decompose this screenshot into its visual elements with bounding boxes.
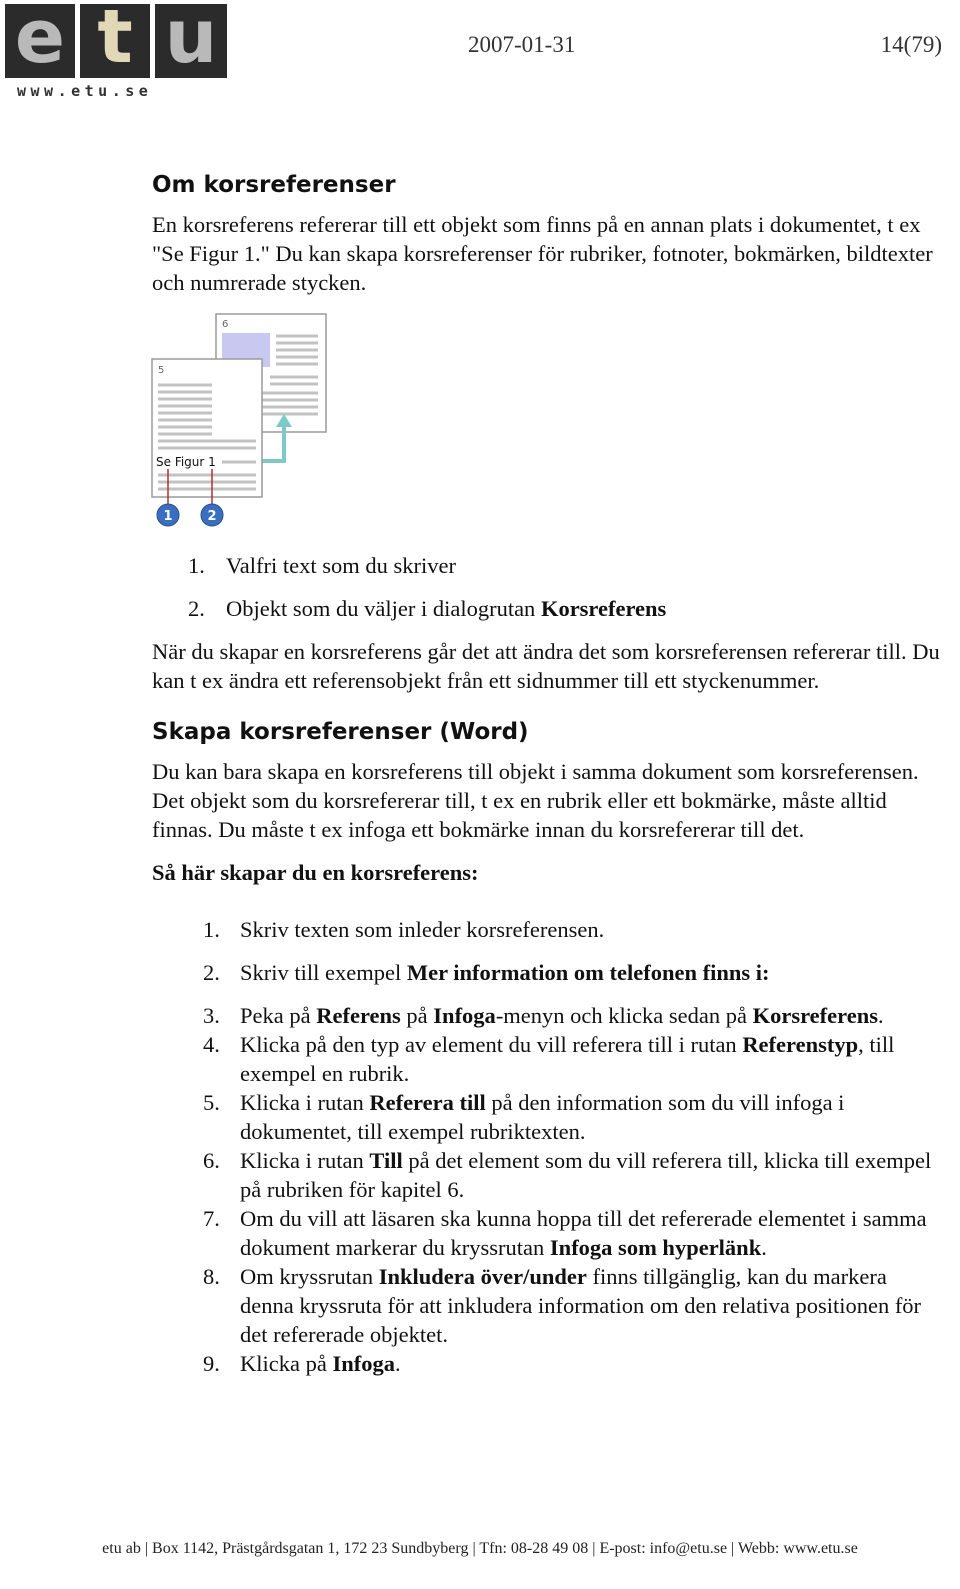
list-item: 7. Om du vill att läsaren ska kunna hoppa till det refererade elementet i samma dokument markerar du kryssrutan Infoga som hyperlänk. bbox=[203, 1206, 927, 1260]
list-item: 1. Skriv texten som inleder korsreferensen. bbox=[203, 917, 605, 942]
list-item: 2. Objekt som du väljer i dialogrutan Korsreferens bbox=[188, 596, 667, 621]
page-footer: etu ab | Box 1142, Prästgårdsgatan 1, 172 23 Sundbyberg | Tfn: 08-28 49 08 | E-post: info@etu.se | Webb: www.etu.se bbox=[102, 1540, 858, 1557]
front-page-number: 5 bbox=[158, 365, 165, 376]
cross-reference-diagram bbox=[150, 311, 350, 529]
callout-1: 1 bbox=[163, 509, 173, 524]
figure-legend-list bbox=[152, 551, 942, 623]
logo-letter-u: u bbox=[155, 4, 227, 78]
logo-letter-t: t bbox=[80, 4, 150, 78]
section-heading-om-korsreferenser: Om korsreferenser bbox=[152, 172, 396, 198]
steps-list bbox=[152, 915, 942, 1378]
cross-reference-illustration bbox=[150, 311, 350, 529]
how-to-subheading: Så här skapar du en korsreferens: bbox=[152, 860, 479, 885]
logo-url: www.etu.se bbox=[17, 82, 153, 100]
front-reference-label: Se Figur 1 bbox=[156, 455, 216, 469]
list-item: 8. Om kryssrutan Inkludera över/under finns tillgänglig, kan du markera denna kryssruta för att inkludera information om den relativa positionen för det refererade objektet. bbox=[203, 1264, 922, 1347]
list-item: 9. Klicka på Infoga. bbox=[203, 1351, 401, 1376]
list-item: 2. Skriv till exempel Mer information om telefonen finns i: bbox=[203, 960, 770, 985]
list-item: 3. Peka på Referens på Infoga-menyn och klicka sedan på Korsreferens. bbox=[203, 1003, 884, 1028]
edit-paragraph: När du skapar en korsreferens går det att ändra det som korsreferensen refererar till. Du kan t ex ändra ett referensobjekt från ett sidnummer till ett styckenummer. bbox=[152, 639, 940, 693]
list-item: 4. Klicka på den typ av element du vill referera till i rutan Referenstyp, till exempel en rubrik. bbox=[203, 1032, 895, 1086]
list-item: 5. Klicka i rutan Referera till på den information som du vill infoga i dokumentet, till exempel rubriktexten. bbox=[203, 1090, 845, 1144]
list-item: 1. Valfri text som du skriver bbox=[188, 553, 456, 578]
header-date: 2007-01-31 bbox=[468, 32, 576, 57]
etu-logo bbox=[5, 0, 229, 100]
header-page-number: 14(79) bbox=[880, 32, 942, 57]
back-page-number: 6 bbox=[222, 319, 229, 330]
page-content bbox=[152, 172, 942, 1378]
section-heading-skapa-korsreferenser: Skapa korsreferenser (Word) bbox=[152, 719, 529, 745]
callout-2: 2 bbox=[207, 509, 217, 524]
list-item: 6. Klicka i rutan Till på det element som du vill referera till, klicka till exempel på rubriken för kapitel 6. bbox=[203, 1148, 932, 1202]
logo-letter-e: e bbox=[5, 4, 75, 78]
intro-paragraph: En korsreferens refererar till ett objekt som finns på en annan plats i dokumentet, t ex "Se Figur 1." Du kan skapa korsreferenser för rubriker, fotnoter, bokmärken, bildtexter och numrerade stycken. bbox=[152, 212, 933, 295]
create-intro-paragraph: Du kan bara skapa en korsreferens till objekt i samma dokument som korsreferensen. Det objekt som du korsrefererar till, t ex en rubrik eller ett bokmärke, måste alltid finnas. Du måste t ex infoga ett bokmärke innan du korsrefererar till det. bbox=[152, 759, 919, 842]
